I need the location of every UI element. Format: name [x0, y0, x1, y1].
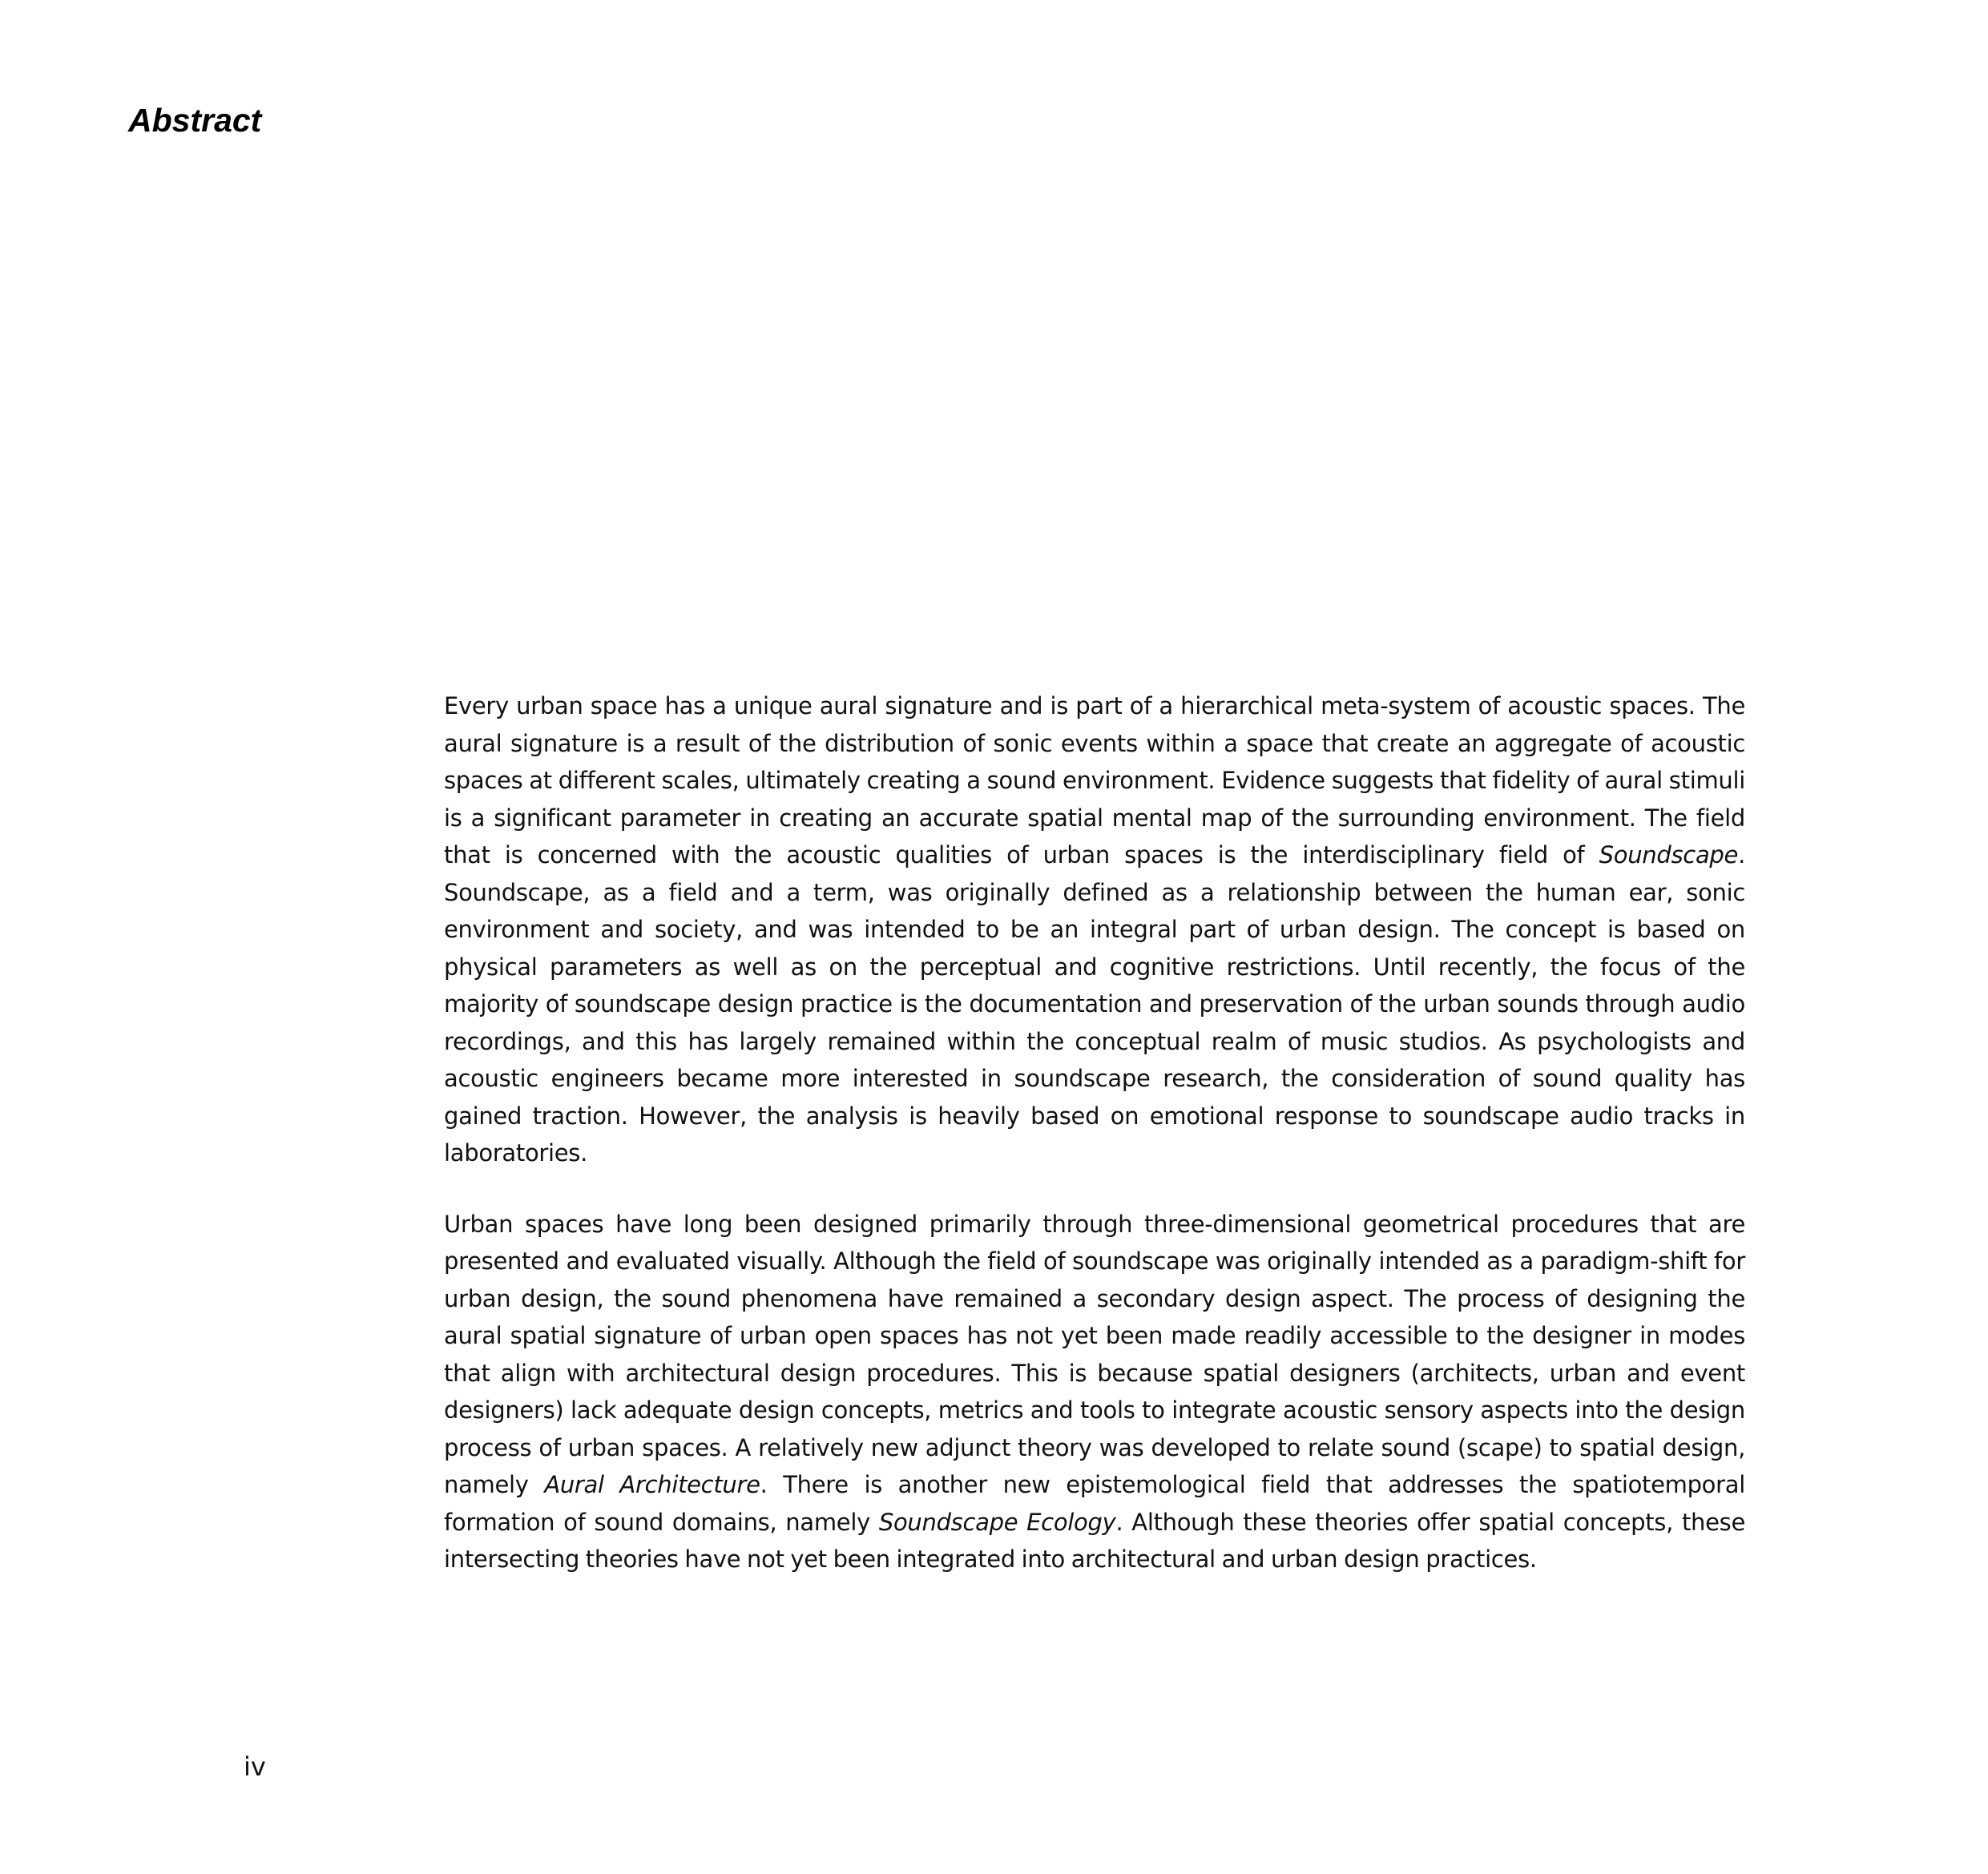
italic-term: Aural Architecture: [544, 1471, 760, 1498]
italic-term: Soundscape Ecology: [878, 1508, 1116, 1536]
text-run: Urban spaces have long been designed primarily through three-dimensional geometrical procedures that are presented and evaluated visually. Although the field of soundscape was originally intended as a paradigm-shift for urban design, the sound phenomena have remained a secondary design aspect. The process of designing the aural spatial signature of urban open spaces has not yet been made readily accessible to the designer in modes that align with architectural design procedures. This is because spatial designers (architects, urban and event designers) lack adequate design concepts, metrics and tools to integrate acoustic sensory aspects into the design process of urban spaces. A relatively new adjunct theory was developed to relate sound (scape) to spatial design, namely: [444, 1210, 1745, 1498]
abstract-paragraph-2: [444, 1206, 1745, 1578]
text-run: . There is another new epistemological field that addresses the spatiotemporal formation of sound domains, namely: [444, 1471, 1745, 1536]
text-run: . Soundscape, as a field and a term, was originally defined as a relationship between the human ear, sonic environment and society, and was intended to be an integral part of urban design. The concept is based on physical parameters as well as on the perceptual and cognitive restrictions. Until recently, the focus of the majority of soundscape design practice is the documentation and preservation of the urban sounds through audio recordings, and this has largely remained within the conceptual realm of music studios. As psychologists and acoustic engineers became more interested in soundscape research, the consideration of sound quality has gained traction. However, the analysis is heavily based on emotional response to soundscape audio tracks in laboratories.: [444, 841, 1745, 1167]
page-heading: Abstract: [128, 102, 262, 139]
text-run: Every urban space has a unique aural signature and is part of a hierarchical meta-system of acoustic spaces. The aural signature is a result of the distribution of sonic events within a space that create an aggregate of acoustic spaces at different scales, ultimately creating a sound environment. Evidence suggests that fidelity of aural stimuli is a significant parameter in creating an accurate spatial mental map of the surrounding environment. The field that is concerned with the acoustic qualities of urban spaces is the interdisciplinary field of: [444, 692, 1745, 868]
abstract-paragraph-1: [444, 687, 1745, 1172]
page-number: iv: [244, 1751, 266, 1782]
abstract-body: [444, 687, 1745, 1578]
italic-term: Soundscape: [1599, 841, 1739, 868]
text-run: . Although these theories offer spatial concepts, these intersecting theories have not yet been integrated into architectural and urban design practices.: [444, 1508, 1745, 1573]
